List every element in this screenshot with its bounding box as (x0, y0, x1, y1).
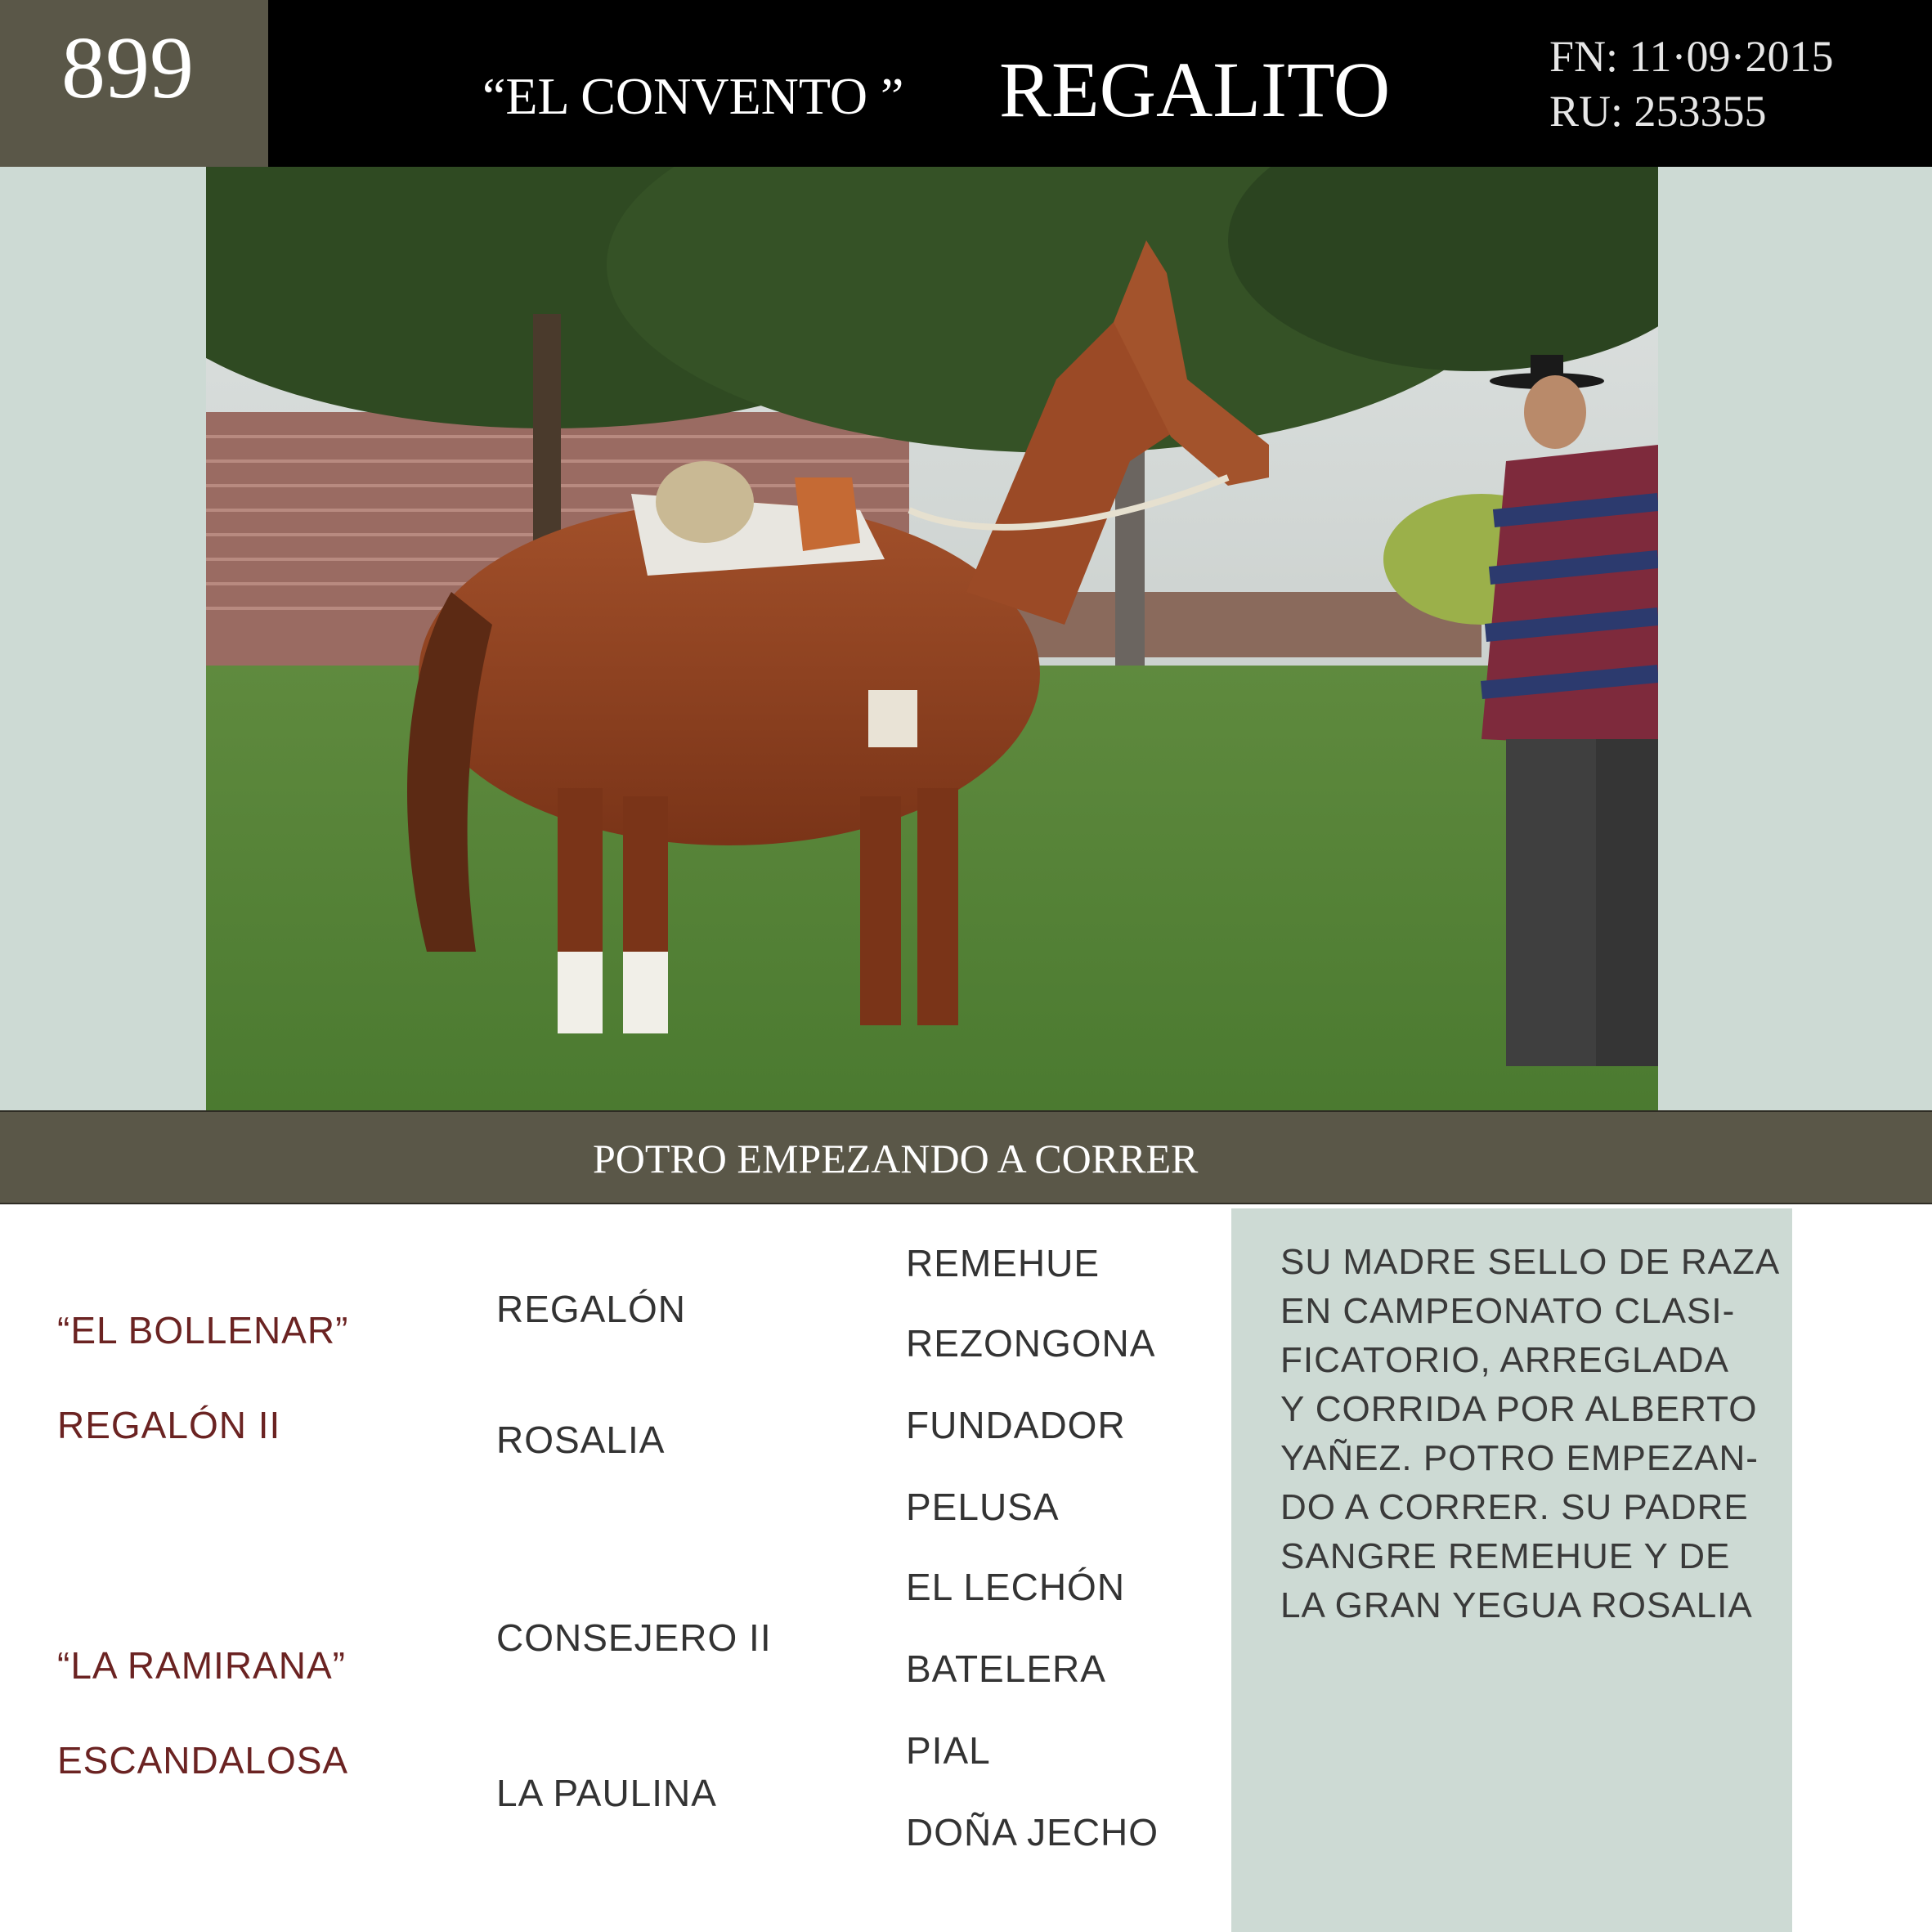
great-grandparent-item: PELUSA (906, 1486, 1060, 1528)
great-grandparent-item: BATELERA (906, 1647, 1106, 1690)
great-grandparent-item: FUNDADOR (906, 1404, 1126, 1446)
great-grandparent-item: EL LECHÓN (906, 1566, 1126, 1608)
dam-name: ESCANDALOSA (57, 1739, 349, 1782)
notes-line: LA GRAN YEGUA ROSALIA (1280, 1585, 1753, 1625)
grandparent-item: ROSALIA (496, 1419, 666, 1461)
header-bar (0, 0, 1932, 167)
registration-info (1549, 29, 1834, 139)
grandparent-item: REGALÓN (496, 1288, 686, 1330)
notes-line: Y CORRIDA POR ALBERTO (1280, 1389, 1758, 1429)
horse-photo (206, 167, 1658, 1110)
birth-date: FN: 11·09·2015 (1549, 32, 1834, 81)
great-grandparent-item: REZONGONA (906, 1322, 1156, 1365)
notes-line: YAÑEZ. POTRO EMPEZAN- (1280, 1438, 1759, 1478)
notes-line: SANGRE REMEHUE Y DE (1280, 1536, 1731, 1576)
lot-number: 899 (61, 20, 194, 117)
sire-name: REGALÓN II (57, 1404, 281, 1446)
dam-breeder: “LA RAMIRANA” (57, 1644, 346, 1687)
horse-name: REGALITO (999, 46, 1391, 133)
notes-line: DO A CORRER. SU PADRE (1280, 1487, 1749, 1527)
grandparent-item: CONSEJERO II (496, 1616, 772, 1659)
notes-panel (1231, 1208, 1792, 1932)
registry-number: RU: 253355 (1549, 87, 1767, 136)
notes-line: SU MADRE SELLO DE RAZA (1280, 1242, 1781, 1282)
sire-breeder: “EL BOLLENAR” (57, 1309, 349, 1352)
lot-number-box (0, 0, 268, 167)
great-grandparent-item: PIAL (906, 1729, 991, 1772)
breeder-name: “EL CONVENTO ” (482, 67, 904, 125)
great-grandparent-item: DOÑA JECHO (906, 1811, 1159, 1854)
grandparent-item: LA PAULINA (496, 1772, 717, 1814)
caption-text: POTRO EMPEZANDO A CORRER (593, 1136, 1199, 1181)
notes-line: EN CAMPEONATO CLASI- (1280, 1291, 1736, 1331)
notes-line: FICATORIO, ARREGLADA (1280, 1340, 1729, 1380)
great-grandparent-item: REMEHUE (906, 1242, 1100, 1284)
caption-bar (0, 1110, 1932, 1204)
